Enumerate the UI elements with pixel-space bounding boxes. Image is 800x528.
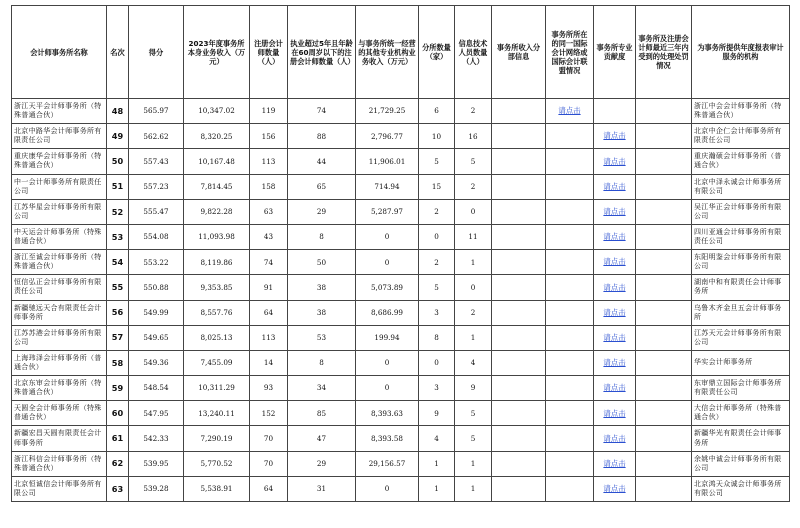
- audit-org-cell: 东阳明鉴会计师事务所有限公司: [692, 250, 790, 275]
- contribution-cell: [594, 149, 636, 174]
- audit-org-cell: 北京中泽永诚会计师事务所有限公司: [692, 174, 790, 199]
- senior-cpa-cell: 44: [288, 149, 356, 174]
- firm-name-cell: 北京中路华会计师事务所有限责任公司: [12, 124, 107, 149]
- contribution-cell: [594, 451, 636, 476]
- penalties-cell: [636, 451, 692, 476]
- table-row: [12, 350, 790, 375]
- intl-cell: [546, 124, 594, 149]
- branch-count-cell: 2: [419, 199, 455, 224]
- intl-cell: [546, 325, 594, 350]
- contribution-cell: [594, 224, 636, 249]
- branch-count-cell: 3: [419, 300, 455, 325]
- firm-name-cell: 中天运会计师事务所（特殊普通合伙）: [12, 224, 107, 249]
- score-cell: 539.95: [129, 451, 184, 476]
- rank-cell: 50: [107, 149, 129, 174]
- intl-cell: [546, 350, 594, 375]
- cpa-count-cell: 113: [250, 149, 288, 174]
- cpa-count-cell: 14: [250, 350, 288, 375]
- revenue-cell: 8,119.86: [184, 250, 250, 275]
- unified-revenue-cell: 0: [356, 250, 419, 275]
- table-row: [12, 476, 790, 501]
- table-row: [12, 250, 790, 275]
- intl-cell: [546, 174, 594, 199]
- header-it-staff: 信息技术人员数量（人）: [455, 6, 492, 99]
- it-staff-cell: 1: [455, 250, 492, 275]
- contribution-cell: [594, 99, 636, 124]
- score-cell: 542.33: [129, 426, 184, 451]
- cpa-count-cell: 64: [250, 476, 288, 501]
- score-cell: 554.08: [129, 224, 184, 249]
- rank-cell: 52: [107, 199, 129, 224]
- intl-cell: [546, 376, 594, 401]
- contribution-cell: [594, 350, 636, 375]
- header-contribution: 事务所专业贡献度: [594, 6, 636, 99]
- firm-name-cell: 北京恒诚信会计师事务所有限公司: [12, 476, 107, 501]
- branch-count-cell: 10: [419, 124, 455, 149]
- branch-count-cell: 15: [419, 174, 455, 199]
- firm-name-cell: 江苏华星会计师事务所有限公司: [12, 199, 107, 224]
- branch-count-cell: 0: [419, 350, 455, 375]
- contribution-cell: [594, 275, 636, 300]
- audit-org-cell: 东审鼎立国际会计师事务所有限责任公司: [692, 376, 790, 401]
- it-staff-cell: 1: [455, 451, 492, 476]
- branch-count-cell: 8: [419, 325, 455, 350]
- it-staff-cell: 2: [455, 99, 492, 124]
- header-unified-firms: 与事务所统一经营的其他专业机构业务收入（万元）: [356, 6, 419, 99]
- firm-name-cell: 重庆康华会计师事务所（特殊普通合伙）: [12, 149, 107, 174]
- rank-cell: 59: [107, 376, 129, 401]
- senior-cpa-cell: 8: [288, 350, 356, 375]
- firm-name-cell: 新疆驰远天合有限责任会计师事务所: [12, 300, 107, 325]
- score-cell: 550.88: [129, 275, 184, 300]
- header-revenue: 2023年度事务所本身业务收入（万元）: [184, 6, 250, 99]
- branch-count-cell: 6: [419, 99, 455, 124]
- rank-cell: 56: [107, 300, 129, 325]
- intl-cell: [546, 275, 594, 300]
- penalties-cell: [636, 199, 692, 224]
- penalties-cell: [636, 174, 692, 199]
- branch-revenue-cell: [492, 350, 546, 375]
- score-cell: 548.54: [129, 376, 184, 401]
- contribution-cell: [594, 300, 636, 325]
- branch-revenue-cell: [492, 325, 546, 350]
- audit-org-cell: 重庆瀚硕会计师事务所（普通合伙）: [692, 149, 790, 174]
- firm-name-cell: 浙江天平会计师事务所（特殊普通合伙）: [12, 99, 107, 124]
- header-score: 得分: [129, 6, 184, 99]
- firm-name-cell: 江苏苏港会计师事务所有限公司: [12, 325, 107, 350]
- click-here-link[interactable]: 请点击: [603, 131, 626, 141]
- senior-cpa-cell: 38: [288, 275, 356, 300]
- branch-revenue-cell: [492, 401, 546, 426]
- contribution-cell: [594, 174, 636, 199]
- score-cell: 539.28: [129, 476, 184, 501]
- it-staff-cell: 1: [455, 476, 492, 501]
- rank-cell: 57: [107, 325, 129, 350]
- audit-org-cell: 北京中企仁会计师事务所有限责任公司: [692, 124, 790, 149]
- cpa-count-cell: 70: [250, 426, 288, 451]
- table-row: [12, 376, 790, 401]
- branch-revenue-cell: [492, 275, 546, 300]
- senior-cpa-cell: 74: [288, 99, 356, 124]
- contribution-cell: [594, 124, 636, 149]
- firm-name-cell: 北京东审会计师事务所（特殊普通合伙）: [12, 376, 107, 401]
- revenue-cell: 5,770.52: [184, 451, 250, 476]
- table-row: [12, 124, 790, 149]
- table-row: [12, 275, 790, 300]
- audit-org-cell: 四川亚通会计师事务所有限责任公司: [692, 224, 790, 249]
- firm-ranking-table: [11, 5, 790, 502]
- branch-count-cell: 3: [419, 376, 455, 401]
- cpa-count-cell: 63: [250, 199, 288, 224]
- branch-count-cell: 0: [419, 224, 455, 249]
- cpa-count-cell: 93: [250, 376, 288, 401]
- firm-name-cell: 中一会计师事务所有限责任公司: [12, 174, 107, 199]
- rank-cell: 63: [107, 476, 129, 501]
- it-staff-cell: 0: [455, 199, 492, 224]
- click-here-link[interactable]: 请点击: [603, 433, 626, 443]
- click-here-link[interactable]: 请点击: [603, 207, 626, 217]
- unified-revenue-cell: 5,287.97: [356, 199, 419, 224]
- penalties-cell: [636, 99, 692, 124]
- branch-revenue-cell: [492, 124, 546, 149]
- cpa-count-cell: 152: [250, 401, 288, 426]
- unified-revenue-cell: 199.94: [356, 325, 419, 350]
- senior-cpa-cell: 31: [288, 476, 356, 501]
- branch-revenue-cell: [492, 476, 546, 501]
- penalties-cell: [636, 275, 692, 300]
- header-branch-revenue: 事务所收入分部信息: [492, 6, 546, 99]
- header-intl-network: 事务所所在的同一国际会计网络或国际会计联盟情况: [546, 6, 594, 99]
- cpa-count-cell: 43: [250, 224, 288, 249]
- firm-name-cell: 浙江科信会计师事务所（特殊普通合伙）: [12, 451, 107, 476]
- rank-cell: 55: [107, 275, 129, 300]
- intl-cell: [546, 224, 594, 249]
- score-cell: 565.97: [129, 99, 184, 124]
- penalties-cell: [636, 124, 692, 149]
- branch-count-cell: 1: [419, 451, 455, 476]
- contribution-cell: [594, 426, 636, 451]
- unified-revenue-cell: 5,073.89: [356, 275, 419, 300]
- branch-count-cell: 1: [419, 476, 455, 501]
- senior-cpa-cell: 85: [288, 401, 356, 426]
- contribution-cell: [594, 250, 636, 275]
- revenue-cell: 7,290.19: [184, 426, 250, 451]
- audit-org-cell: 余姚中诚会计师事务所有限公司: [692, 451, 790, 476]
- unified-revenue-cell: 29,156.57: [356, 451, 419, 476]
- intl-cell: [546, 250, 594, 275]
- branch-count-cell: 9: [419, 401, 455, 426]
- it-staff-cell: 16: [455, 124, 492, 149]
- it-staff-cell: 2: [455, 300, 492, 325]
- revenue-cell: 7,455.09: [184, 350, 250, 375]
- cpa-count-cell: 156: [250, 124, 288, 149]
- penalties-cell: [636, 476, 692, 501]
- revenue-cell: 7,814.45: [184, 174, 250, 199]
- senior-cpa-cell: 29: [288, 451, 356, 476]
- branch-revenue-cell: [492, 426, 546, 451]
- click-here-link[interactable]: 请点击: [603, 232, 626, 242]
- table-row: [12, 99, 790, 124]
- table-row: [12, 325, 790, 350]
- intl-cell: [546, 199, 594, 224]
- audit-org-cell: 江苏天元会计师事务所有限公司: [692, 325, 790, 350]
- unified-revenue-cell: 8,393.58: [356, 426, 419, 451]
- table-row: [12, 401, 790, 426]
- penalties-cell: [636, 149, 692, 174]
- penalties-cell: [636, 224, 692, 249]
- it-staff-cell: 9: [455, 376, 492, 401]
- audit-org-cell: 新疆华光有限责任会计师事务所: [692, 426, 790, 451]
- rank-cell: 54: [107, 250, 129, 275]
- table-row: [12, 451, 790, 476]
- it-staff-cell: 5: [455, 401, 492, 426]
- intl-cell: [546, 300, 594, 325]
- it-staff-cell: 1: [455, 325, 492, 350]
- unified-revenue-cell: 0: [356, 350, 419, 375]
- penalties-cell: [636, 376, 692, 401]
- branch-revenue-cell: [492, 376, 546, 401]
- table-row: [12, 224, 790, 249]
- it-staff-cell: 11: [455, 224, 492, 249]
- cpa-count-cell: 119: [250, 99, 288, 124]
- branch-count-cell: 4: [419, 426, 455, 451]
- click-here-link[interactable]: 请点击: [603, 458, 626, 468]
- contribution-cell: [594, 199, 636, 224]
- cpa-count-cell: 91: [250, 275, 288, 300]
- firm-name-cell: 浙江至诚会计师事务所（特殊普通合伙）: [12, 250, 107, 275]
- branch-revenue-cell: [492, 174, 546, 199]
- revenue-cell: 10,167.48: [184, 149, 250, 174]
- score-cell: 549.36: [129, 350, 184, 375]
- senior-cpa-cell: 38: [288, 300, 356, 325]
- branch-revenue-cell: [492, 99, 546, 124]
- intl-cell: [546, 451, 594, 476]
- cpa-count-cell: 64: [250, 300, 288, 325]
- rank-cell: 60: [107, 401, 129, 426]
- firm-name-cell: 天圆全会计师事务所（特殊普通合伙）: [12, 401, 107, 426]
- senior-cpa-cell: 53: [288, 325, 356, 350]
- unified-revenue-cell: 2,796.77: [356, 124, 419, 149]
- unified-revenue-cell: 11,906.01: [356, 149, 419, 174]
- click-here-link[interactable]: 请点击: [603, 358, 626, 368]
- senior-cpa-cell: 47: [288, 426, 356, 451]
- click-here-link[interactable]: 请点击: [603, 257, 626, 267]
- senior-cpa-cell: 50: [288, 250, 356, 275]
- rank-cell: 49: [107, 124, 129, 149]
- rank-cell: 62: [107, 451, 129, 476]
- firm-name-cell: 恒信弘正会计师事务所有限责任公司: [12, 275, 107, 300]
- revenue-cell: 8,320.25: [184, 124, 250, 149]
- firm-name-cell: 上海玮泽会计师事务所（普通合伙）: [12, 350, 107, 375]
- audit-org-cell: 乌鲁木齐金旦五会计师事务所: [692, 300, 790, 325]
- contribution-cell: [594, 376, 636, 401]
- penalties-cell: [636, 426, 692, 451]
- revenue-cell: 10,311.29: [184, 376, 250, 401]
- revenue-cell: 8,557.76: [184, 300, 250, 325]
- cpa-count-cell: 74: [250, 250, 288, 275]
- senior-cpa-cell: 65: [288, 174, 356, 199]
- rank-cell: 53: [107, 224, 129, 249]
- contribution-cell: [594, 325, 636, 350]
- cpa-count-cell: 158: [250, 174, 288, 199]
- rank-cell: 61: [107, 426, 129, 451]
- intl-cell: [546, 149, 594, 174]
- branch-revenue-cell: [492, 224, 546, 249]
- audit-org-cell: 吴江华正会计师事务所有限公司: [692, 199, 790, 224]
- branch-count-cell: 5: [419, 149, 455, 174]
- contribution-cell: [594, 476, 636, 501]
- branch-count-cell: 5: [419, 275, 455, 300]
- score-cell: 557.23: [129, 174, 184, 199]
- click-here-link[interactable]: 请点击: [603, 383, 626, 393]
- branch-revenue-cell: [492, 149, 546, 174]
- senior-cpa-cell: 8: [288, 224, 356, 249]
- contribution-cell: [594, 401, 636, 426]
- unified-revenue-cell: 0: [356, 376, 419, 401]
- table-row: [12, 149, 790, 174]
- revenue-cell: 11,093.98: [184, 224, 250, 249]
- table-header-row: [12, 6, 790, 99]
- intl-cell: [546, 401, 594, 426]
- revenue-cell: 8,025.13: [184, 325, 250, 350]
- header-branches: 分所数量（家）: [419, 6, 455, 99]
- unified-revenue-cell: 8,393.63: [356, 401, 419, 426]
- cpa-count-cell: 113: [250, 325, 288, 350]
- rank-cell: 48: [107, 99, 129, 124]
- table-row: [12, 174, 790, 199]
- score-cell: 549.65: [129, 325, 184, 350]
- cpa-count-cell: 70: [250, 451, 288, 476]
- intl-cell: [546, 426, 594, 451]
- rank-cell: 51: [107, 174, 129, 199]
- header-penalties: 事务所及注册会计师最近三年内受到的处理处罚情况: [636, 6, 692, 99]
- penalties-cell: [636, 300, 692, 325]
- it-staff-cell: 2: [455, 174, 492, 199]
- senior-cpa-cell: 29: [288, 199, 356, 224]
- intl-cell: [546, 476, 594, 501]
- rank-cell: 58: [107, 350, 129, 375]
- audit-org-cell: 浙江中会会计师事务所（特殊普通合伙）: [692, 99, 790, 124]
- firm-name-cell: 新疆宏昌天圆有限责任会计师事务所: [12, 426, 107, 451]
- branch-revenue-cell: [492, 250, 546, 275]
- click-here-link[interactable]: 请点击: [603, 408, 626, 418]
- table-row: [12, 199, 790, 224]
- penalties-cell: [636, 401, 692, 426]
- penalties-cell: [636, 350, 692, 375]
- table-body: [12, 99, 790, 502]
- revenue-cell: 9,353.85: [184, 275, 250, 300]
- audit-org-cell: 大信会计师事务所（特殊普通合伙）: [692, 401, 790, 426]
- header-audited-orgs: 为事务所提供年度报表审计服务的机构: [692, 6, 790, 99]
- intl-cell: [546, 99, 594, 124]
- audit-org-cell: 华实会计师事务所: [692, 350, 790, 375]
- penalties-cell: [636, 325, 692, 350]
- unified-revenue-cell: 0: [356, 224, 419, 249]
- branch-revenue-cell: [492, 300, 546, 325]
- click-here-link[interactable]: 请点击: [603, 307, 626, 317]
- click-here-link[interactable]: 请点击: [603, 156, 626, 166]
- unified-revenue-cell: 714.94: [356, 174, 419, 199]
- score-cell: 557.43: [129, 149, 184, 174]
- score-cell: 547.95: [129, 401, 184, 426]
- branch-revenue-cell: [492, 199, 546, 224]
- unified-revenue-cell: 21,729.25: [356, 99, 419, 124]
- revenue-cell: 5,538.91: [184, 476, 250, 501]
- revenue-cell: 13,240.11: [184, 401, 250, 426]
- click-here-link[interactable]: 请点击: [603, 332, 626, 342]
- branch-count-cell: 2: [419, 250, 455, 275]
- click-here-link[interactable]: 请点击: [603, 484, 626, 494]
- revenue-cell: 10,347.02: [184, 99, 250, 124]
- click-here-link[interactable]: 请点击: [603, 181, 626, 191]
- revenue-cell: 9,822.28: [184, 199, 250, 224]
- click-here-link[interactable]: 请点击: [558, 106, 581, 116]
- header-senior-cpas: 执业超过5年且年龄在60周岁以下的注册会计师数量（人）: [288, 6, 356, 99]
- it-staff-cell: 5: [455, 149, 492, 174]
- header-cpas: 注册会计师数量（人）: [250, 6, 288, 99]
- table-row: [12, 426, 790, 451]
- score-cell: 549.99: [129, 300, 184, 325]
- unified-revenue-cell: 8,686.99: [356, 300, 419, 325]
- senior-cpa-cell: 88: [288, 124, 356, 149]
- firm-ranking-table-container: [11, 5, 790, 502]
- score-cell: 553.22: [129, 250, 184, 275]
- audit-org-cell: 湖南中和有限责任会计师事务所: [692, 275, 790, 300]
- score-cell: 555.47: [129, 199, 184, 224]
- branch-revenue-cell: [492, 451, 546, 476]
- it-staff-cell: 5: [455, 426, 492, 451]
- audit-org-cell: 北京鸿天众诚会计师事务所有限公司: [692, 476, 790, 501]
- senior-cpa-cell: 34: [288, 376, 356, 401]
- penalties-cell: [636, 250, 692, 275]
- it-staff-cell: 0: [455, 275, 492, 300]
- header-firm-name: 会计师事务所名称: [12, 6, 107, 99]
- click-here-link[interactable]: 请点击: [603, 282, 626, 292]
- it-staff-cell: 4: [455, 350, 492, 375]
- header-rank: 名次: [107, 6, 129, 99]
- table-row: [12, 300, 790, 325]
- unified-revenue-cell: 0: [356, 476, 419, 501]
- score-cell: 562.62: [129, 124, 184, 149]
